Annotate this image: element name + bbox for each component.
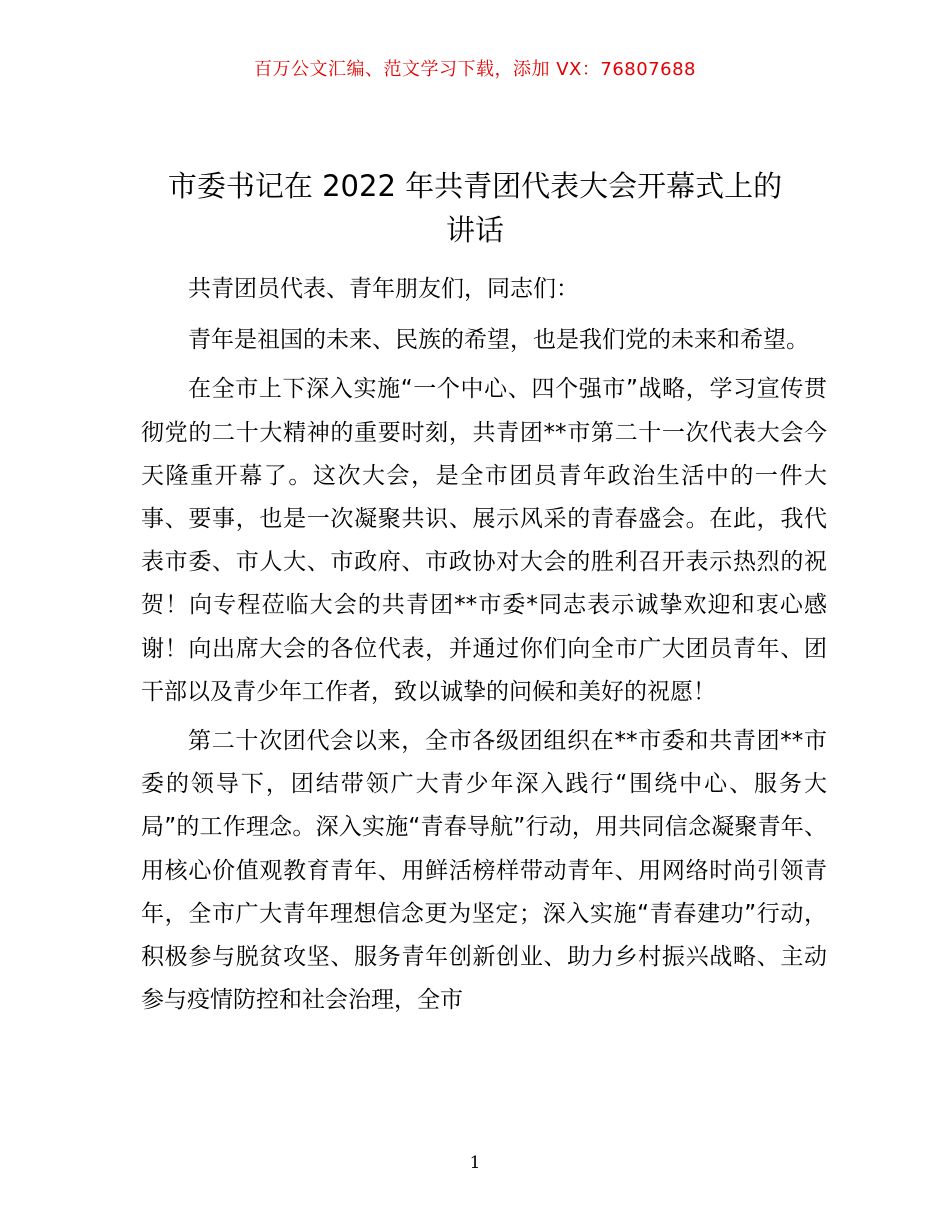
body-paragraph-1: 青年是祖国的未来、民族的希望，也是我们党的未来和希望。 <box>188 327 809 354</box>
greeting-paragraph: 共青团员代表、青年朋友们，同志们： <box>188 276 579 302</box>
document-body <box>141 268 827 1028</box>
page-number: 1 <box>469 1153 481 1173</box>
document-title <box>120 164 830 252</box>
title-line-2: 讲话 <box>445 213 504 247</box>
body-paragraph-2: 在全市上下深入实施“一个中心、四个强市”战略，学习宣传贯彻党的二十大精神的重要时刻，共青团**市第二十一次代表大会今天隆重开幕了。这次大会，是全市团员青年政治生活中的一件大事、要事，也是一次凝聚共识、展示风采的青春盛会。在此，我代表市委、市人大、市政府、市政协对大会的胜利召开表示热烈的祝贺！向专程莅临大会的共青团**市委*同志表示诚挚欢迎和衷心感谢！向出席大会的各位代表，并通过你们向全市广大团员青年、团干部以及青少年工作者，致以诚挚的问候和美好的祝愿！ <box>141 376 827 705</box>
body-paragraph-3: 第二十次团代会以来，全市各级团组织在**市委和共青团**市委的领导下，团结带领广大青少年深入践行“围绕中心、服务大局”的工作理念。深入实施“青春导航”行动，用共同信念凝聚青年、用核心价值观教育青年、用鲜活榜样带动青年、用网络时尚引领青年，全市广大青年理想信念更为坚定；深入实施“青春建功”行动，积极参与脱贫攻坚、服务青年创新创业、助力乡村振兴战略、主动参与疫情防控和社会治理，全市 <box>141 728 827 1014</box>
header-watermark-note: 百万公文汇编、范文学习下载，添加 VX：76807688 <box>254 59 696 80</box>
title-line-1: 市委书记在 2022 年共青团代表大会开幕式上的 <box>167 169 783 203</box>
